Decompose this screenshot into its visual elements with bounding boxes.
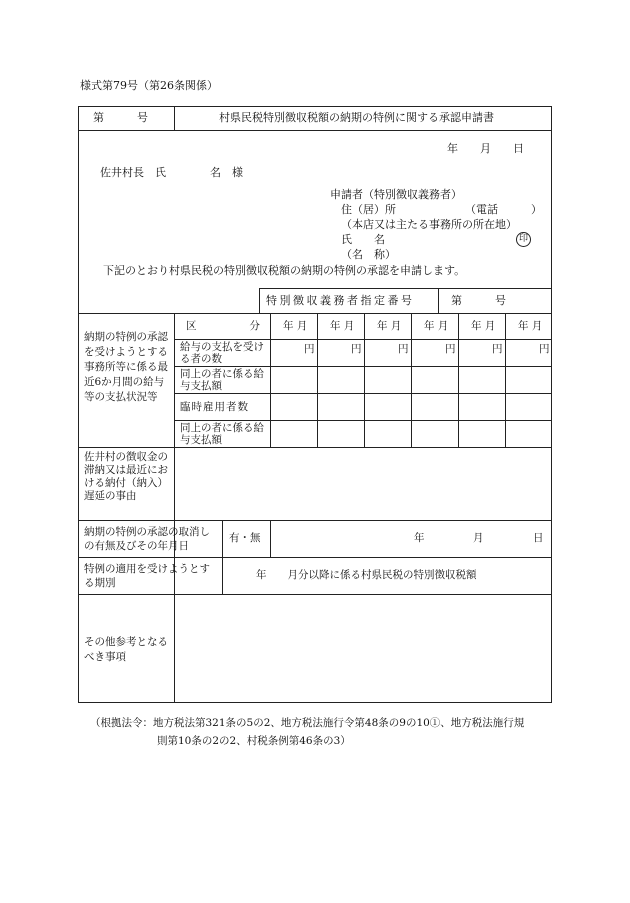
yen-unit-2: 円 [351,343,362,355]
yen-unit-3: 円 [398,343,409,355]
month-header-2: 年 月 [330,320,355,332]
month-col-5 [458,313,459,447]
designation-vline-mid [438,288,439,313]
form-title: 村県民税特別徴収税額の納期の特例に関する承認申請書 [219,111,494,124]
legal-basis-line2: 則第10条の2の2、村税条例第46条の3） [157,735,351,747]
cancellation-year: 年 [414,532,425,544]
cancellation-vline-2 [270,520,271,557]
month-header-3: 年 月 [377,320,402,332]
delinquency-label: 佐井村の徴収金の滞納又は最近における納付（納入）遅延の事由 [84,451,168,502]
addressee: 佐井村長 氏 名 様 [100,166,243,179]
cancellation-vline-1 [222,520,223,557]
cancellation-top [78,520,552,521]
payment-header-line [174,339,552,340]
cancellation-day: 日 [533,532,544,544]
yen-unit-6: 円 [539,343,550,355]
row-label-temp-salary: 同上の者に係る給与支払額 [180,422,264,446]
phone-label: （電話 ） [465,203,542,216]
month-col-2 [317,313,318,447]
period-label: 特例の適用を受けようとする期別 [84,563,210,589]
address-label: 住（居）所 [341,203,396,216]
yen-unit-1: 円 [304,343,315,355]
form-reference: 様式第79号（第26条関係） [80,79,218,92]
seal-mark: 印 [516,232,531,247]
applicant-heading: 申請者（特別徴収義務者） [330,188,462,201]
cancellation-choice: 有・無 [229,532,261,544]
payment-row-line-1 [174,366,552,367]
legal-basis-line1: （根拠法令：地方税法第321条の5の2、地方税法施行令第48条の9の10①、地方税法施行規 [90,717,525,729]
payment-row-line-3 [174,420,552,421]
month-col-3 [364,313,365,447]
statement: 下記のとおり村県民税の特別徴収税額の納期の特例の承認を申請します。 [103,264,466,277]
designation-number: 第 号 [451,294,506,307]
designation-vline-left [259,288,260,313]
address-note: （本店又は主たる事務所の所在地） [341,218,517,231]
number-label: 第 号 [93,111,148,124]
month-col-6 [505,313,506,447]
remarks-label: その他参考となるべき事項 [84,636,168,663]
month-col-4 [411,313,412,447]
month-header-5: 年 月 [471,320,496,332]
designation-label: 特別徴収義務者指定番号 [266,294,415,307]
row-label-employee-count: 給与の支払を受ける者の数 [180,341,264,365]
designation-top [259,288,552,289]
row-label-salary-total: 同上の者に係る給与支払額 [180,368,264,392]
payment-row-line-2 [174,393,552,394]
header-vline [174,106,175,130]
remarks-top [78,594,552,595]
cancellation-label: 納期の特例の承認の取消しの有無及びその年月日 [84,526,210,552]
name-label: 氏 名 [341,233,385,246]
header-divider [78,130,552,131]
payment-top [78,313,552,314]
month-header-4: 年 月 [424,320,449,332]
remarks-vline [174,594,175,703]
category-header: 区 分 [186,320,260,332]
delinquency-top [78,447,552,448]
name-alt-label: （名 称） [341,248,396,261]
row-label-temp-workers: 臨時雇用者数 [180,401,249,413]
cancellation-month: 月 [473,532,484,544]
period-vline [222,557,223,594]
yen-unit-4: 円 [445,343,456,355]
yen-unit-5: 円 [492,343,503,355]
month-header-1: 年 月 [283,320,308,332]
period-top [78,557,552,558]
payment-row-label: 納期の特例の承認を受けようとする事務所等に係る最近6か月間の給与等の支払状況等 [84,331,168,403]
month-header-6: 年 月 [518,320,543,332]
period-value: 年 月分以降に係る村県民税の特別徴収税額 [256,569,477,581]
date-line: 年 月 日 [447,142,524,155]
month-col-1 [270,313,271,447]
